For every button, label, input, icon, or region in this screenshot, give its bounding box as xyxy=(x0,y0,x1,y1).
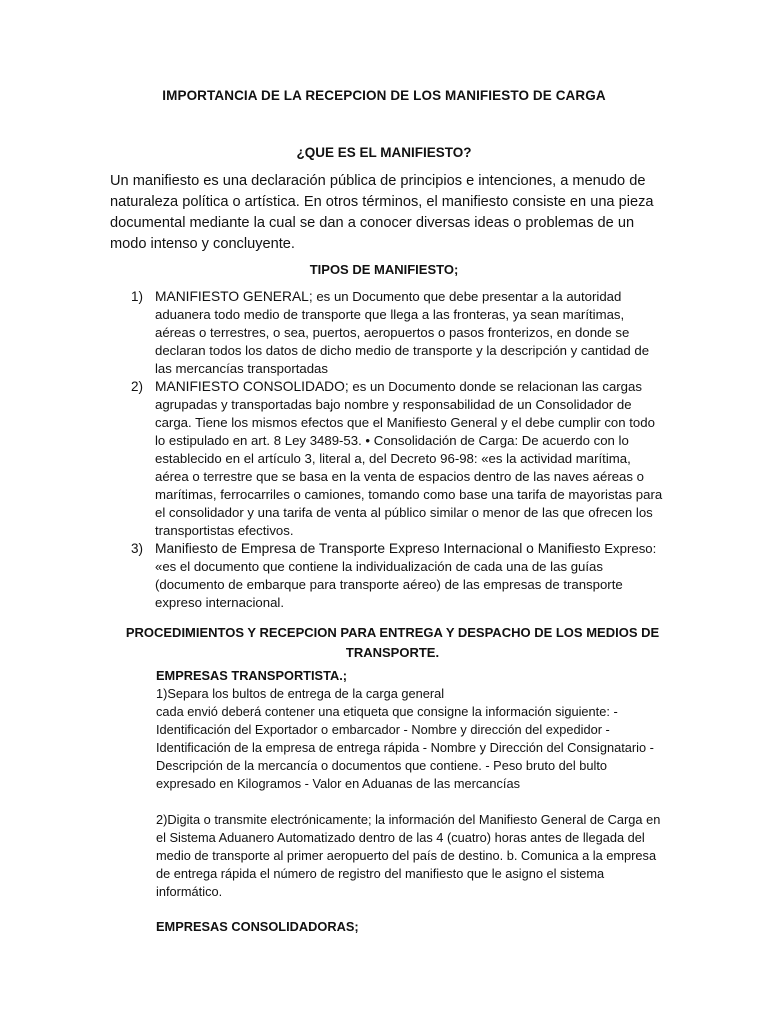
list-item-number: 3) xyxy=(131,541,144,556)
list-item-lead: MANIFIESTO CONSOLIDADO; xyxy=(155,379,349,394)
step1-text: cada envió deberá contener una etiqueta que consigne la información siguiente: - Identificación del Exportador o embarcador - Nombre y dirección del expedidor - Identificación de la empresa de entrega rápida - Nombre y Dirección del Consignatario - Descripción de la mercancía o documentos que contiene. - Peso bruto del bulto expresado en Kilogramos - Valor en Aduanas de las mercancías xyxy=(156,704,654,791)
list-item-text: es un Documento donde se relacionan las cargas agrupadas y transportadas bajo nombre y responsabilidad de un Consolidador de carga. Tiene los mismos efectos que el Manifiesto General y el debe cumplir con todo lo estipulado en art. 8 Ley 3489-53. • Consolidación de Carga: De acuerdo con lo establecido en el artículo 3, literal a, del Decreto 96-98: «es la actividad marítima, aérea o terrestre que se basa en la venta de espacios dentro de las naves aéreas o marítimas, ferrocarriles o camiones, tomando como base una tarifa de mayoristas para el consolidador y una tarifa de venta al público similar o menor de las que ofrecen los transportistas efectivos. xyxy=(155,379,663,538)
section-heading-types: TIPOS DE MANIFIESTO; xyxy=(309,262,459,277)
step2-text: 2)Digita o transmite electrónicamente; la información del Manifiesto General de Carga en el Sistema Aduanero Automatizado dentro de las 4 (cuatro) horas antes de llegada del medio de transporte al primer aeropuerto del país de destino. b. Comunica a la empresa de entrega rápida el número de registro del manifiesto que le asigno el sistema informático. xyxy=(156,812,661,899)
section-heading-what-is: ¿QUE ES EL MANIFIESTO? xyxy=(296,145,472,160)
list-item xyxy=(131,288,666,378)
list-item-number: 1) xyxy=(131,289,144,304)
list-item xyxy=(131,378,666,540)
transport-section-heading: EMPRESAS TRANSPORTISTA.; xyxy=(156,668,348,683)
list-item xyxy=(131,540,666,612)
intro-paragraph: Un manifiesto es una declaración pública de principios e intenciones, a menudo de naturaleza política o artística. En otros términos, el manifiesto consiste en una pieza documental mediante la cual se dan a conocer diversas ideas o problemas de un modo intenso y concluyente. xyxy=(110,173,654,252)
list-item-number: 2) xyxy=(131,379,144,394)
transport-section xyxy=(156,667,666,901)
document-title: IMPORTANCIA DE LA RECEPCION DE LOS MANIFIESTO DE CARGA xyxy=(162,88,606,103)
consolidators-section-heading: EMPRESAS CONSOLIDADORAS; xyxy=(156,919,359,934)
list-item-lead: Manifiesto de Empresa de Transporte Expreso Internacional o Manifiesto xyxy=(155,541,601,556)
manifest-types-list xyxy=(131,288,666,612)
spacer xyxy=(156,793,666,811)
consolidators-section xyxy=(156,918,666,936)
list-item-lead: MANIFIESTO GENERAL; xyxy=(155,289,313,304)
step1-title: 1)Separa los bultos de entrega de la carga general xyxy=(156,686,445,701)
list-item-text: Expreso: «es el documento que contiene la individualización de cada una de las guías (documento de embarque para transporte aéreo) de las empresas de transporte expreso internacional. xyxy=(155,541,657,610)
list-item-text: es un Documento que debe presentar a la autoridad aduanera todo medio de transporte que llega a las fronteras, ya sean marítimas, aéreas o terrestres, o sea, puertos, aeropuertos o pasos fronterizos, en donde se declaran todos los datos de dicho medio de transporte y la descripción y cantidad de las mercancías transportadas xyxy=(155,289,650,376)
section-heading-procedures: PROCEDIMIENTOS Y RECEPCION PARA ENTREGA Y DESPACHO DE LOS MEDIOS DE TRANSPORTE. xyxy=(125,625,660,660)
